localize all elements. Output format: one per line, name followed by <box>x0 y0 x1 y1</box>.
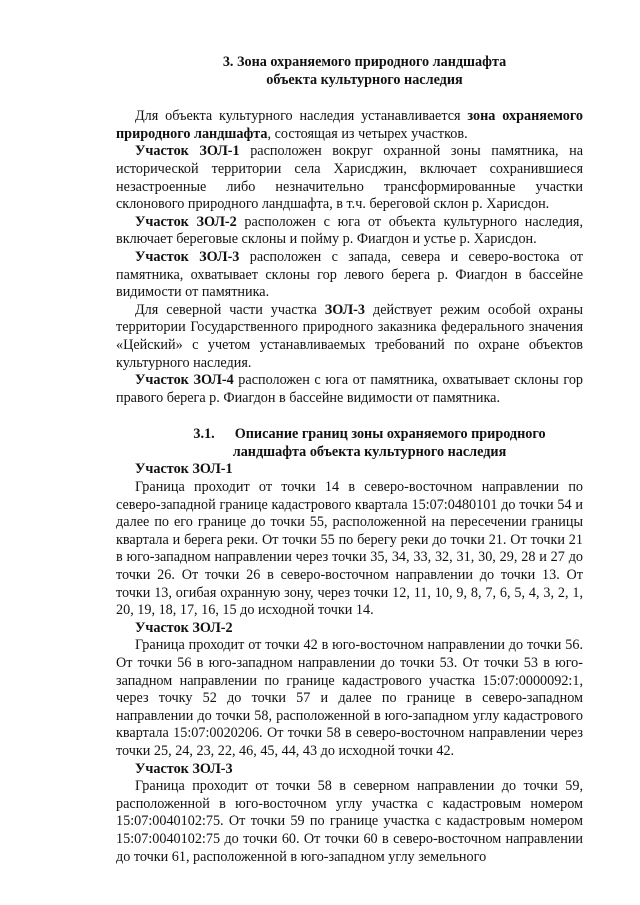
zol2-label: Участок ЗОЛ-2 <box>135 213 237 230</box>
zol3-north-text-2: действует режим особой охраны территории Государственного природного заказника федерального значения «Цейский» с учетом устанавливаемых требований по охране объектов культурного наследия. <box>116 301 583 371</box>
zol3-north-text-1: Для северной части участка <box>135 301 325 318</box>
bounds-zol1-paragraph: Граница проходит от точки 14 в северо-восточном направлении по северо-западной границе кадастрового квартала 15:07:0480101 до точки 54 и далее по его границе до точки 55, расположенной на пересечении границы квартала и берега реки. От точки 55 по берегу реки до точки 21. От точки 21 в юго-западном направлении через точки 35, 34, 33, 32, 31, 30, 29, 28 и 27 до точки 26. От точки 26 в северо-восточном направлении до точки 13. От точки 13, огибая охранную зону, через точки 12, 11, 10, 9, 8, 7, 6, 5, 4, 3, 2, 1, 20, 19, 18, 17, 16, 15 до исходной точки 14. <box>116 479 583 619</box>
intro-text-2: , состоящая из четырех участков. <box>267 125 468 142</box>
zol3-paragraph <box>116 249 583 302</box>
zol4-paragraph <box>116 372 583 407</box>
zol4-label: Участок ЗОЛ-4 <box>135 372 234 389</box>
section-3-title-line-2: объекта культурного наследия <box>266 71 463 88</box>
section-3-title-line-1: 3. Зона охраняемого природного ландшафта <box>222 54 507 70</box>
bounds-zol2-subheading: Участок ЗОЛ-2 <box>135 619 233 636</box>
zol3-north-bold: ЗОЛ-3 <box>324 301 365 318</box>
section-3-1-title-line-2: ландшафта объекта культурного наследия <box>232 443 507 460</box>
zol1-text: расположен вокруг охранной зоны памятника, на исторической территории села Харисджин, включает сохранившиеся незастроенные либо незначительно трансформированные участки склонового природного ландшафта, в т.ч. береговой склон р. Харисдон. <box>116 143 584 213</box>
section-3-1-number: 3.1. <box>193 426 215 443</box>
section-3-1-heading <box>156 426 583 461</box>
bounds-zol2-paragraph: Граница проходит от точки 42 в юго-восточном направлении до точки 56. От точки 56 в юго-западном направлении до точки 53. От точки 53 в юго-западном направлении по границе кадастрового участка 15:07:0000092:1, через точку 52 до точки 57 и далее по границе в северо-западном направлении до точки 58, расположенной в юго-западном углу кадастрового квартала 15:07:0020206. От точки 58 в северо-восточном направлении через точки 25, 24, 23, 22, 46, 45, 44, 43 до исходной точки 42. <box>116 637 583 759</box>
zol4-text: расположен с юга от памятника, охватывает склоны гор правого берега р. Фиагдон в бассейне видимости от памятника. <box>116 372 584 406</box>
bounds-zol3-subheading: Участок ЗОЛ-3 <box>135 760 233 777</box>
intro-paragraph <box>116 108 583 143</box>
zol3-label: Участок ЗОЛ-3 <box>135 248 240 265</box>
intro-text-1: Для объекта культурного наследия устанавливается <box>135 108 468 125</box>
section-3-1-title-line-1 <box>156 426 583 444</box>
section-3-1-title-text-1: Описание границ зоны охраняемого природного <box>234 426 546 443</box>
zol2-paragraph <box>116 214 583 249</box>
zol1-label: Участок ЗОЛ-1 <box>135 143 240 160</box>
bounds-zol1-subheading: Участок ЗОЛ-1 <box>135 461 233 478</box>
bounds-zol3-paragraph: Граница проходит от точки 58 в северном направлении до точки 59, расположенной в юго-восточном углу участка с кадастровым номером 15:07:0040102:75. От точки 59 по границе участка с кадастровым номером 15:07:0040102:75 до точки 60. От точки 60 в северо-восточном направлении до точки 61, расположенной в юго-западном углу земельного <box>116 778 583 865</box>
zol2-text: расположен с юга от объекта культурного наследия, включает береговые склоны и пойму р. Фиагдон и устье р. Харисдон. <box>116 213 583 248</box>
zol3-text: расположен с запада, севера и северо-востока от памятника, охватывает склоны гор левого берега р. Фиагдон в бассейне видимости от памятника. <box>116 248 583 301</box>
intro-bold-term: зона охраняемого природного ландшафта <box>116 108 583 142</box>
zol1-paragraph <box>116 143 583 213</box>
section-3-heading <box>146 54 583 89</box>
zol3-north-paragraph <box>116 302 583 372</box>
